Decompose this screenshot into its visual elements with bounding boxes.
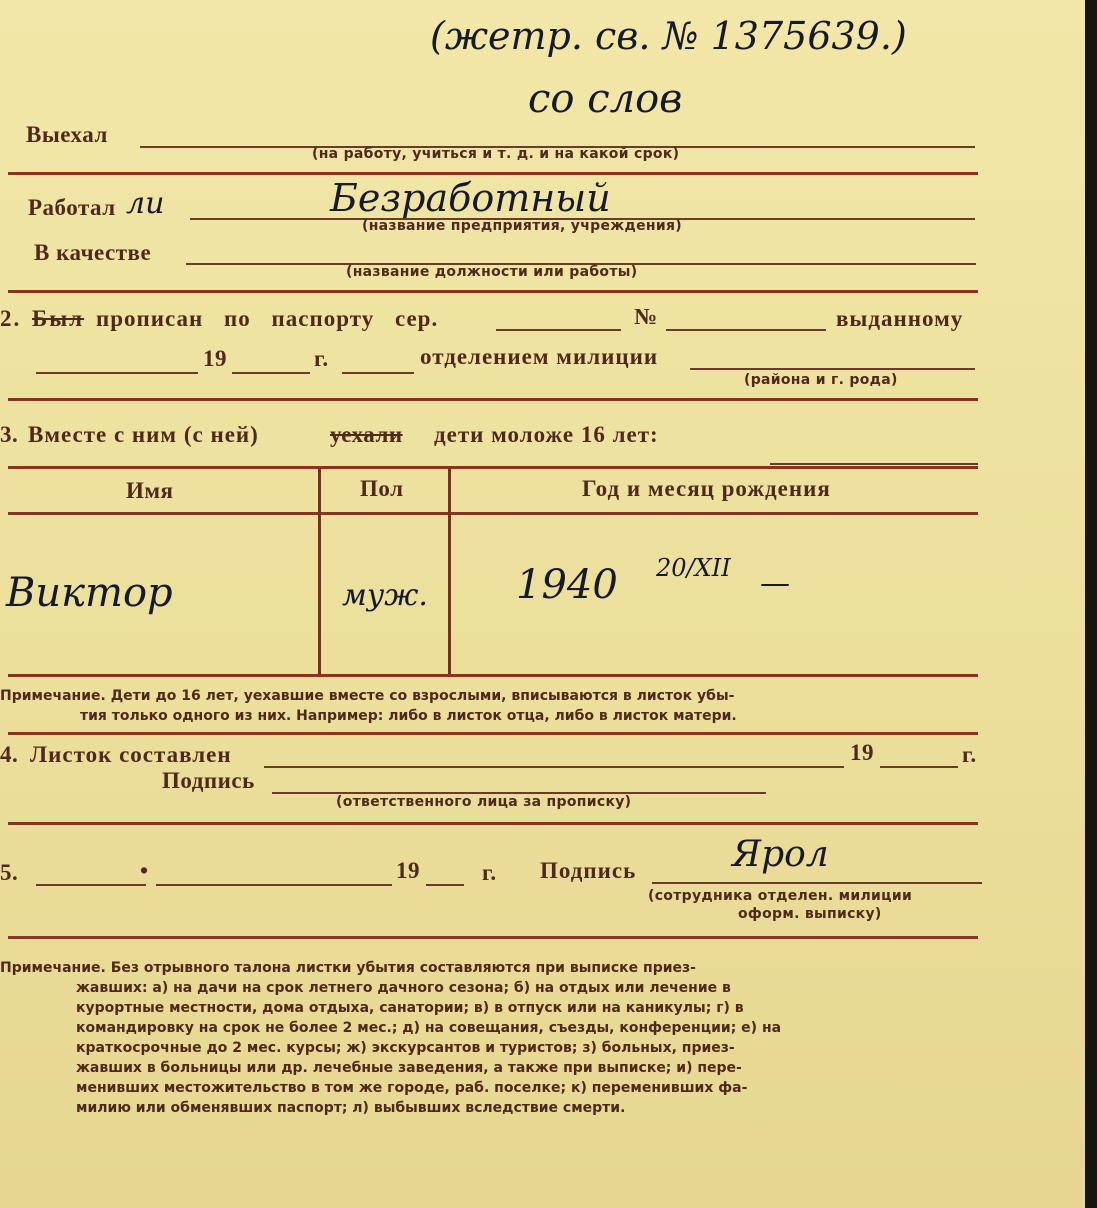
- passport-struck-word: Был: [32, 306, 85, 331]
- role-label: В качестве: [34, 240, 152, 265]
- page-edge-shadow: [1085, 0, 1097, 1208]
- note1-line-2: тия только одного из них. Например: либо в листок отца, либо в листок матери.: [80, 708, 737, 724]
- section-divider: [8, 398, 978, 401]
- handwritten-child-name: Виктор: [6, 570, 173, 616]
- table-top-border: [8, 466, 978, 469]
- compiled-year-line: [880, 766, 958, 768]
- handwritten-source-note: со слов: [528, 76, 683, 122]
- note2-line-4: командировку на срок не более 2 мес.; д) на совещания, съезды, конференции; е) на: [76, 1020, 782, 1036]
- discharge-hint-1: (сотрудника отделен. милиции: [648, 888, 913, 904]
- discharge-sign-line: [652, 882, 982, 884]
- table-header-sex: Пол: [360, 476, 404, 501]
- discharge-g: г.: [482, 860, 497, 885]
- discharge-number: 5.: [0, 860, 19, 885]
- passport-no-sign: №: [634, 304, 658, 329]
- handwritten-worked-suffix: ли: [126, 186, 165, 221]
- discharge-year: 19: [396, 858, 420, 883]
- militia-blank-line: [342, 372, 414, 374]
- section-divider: [8, 732, 978, 735]
- compiled-label: Листок составлен: [30, 742, 232, 767]
- discharge-year-line: [426, 884, 464, 886]
- militia-label: отделением милиции: [420, 344, 659, 369]
- table-column-divider: [448, 468, 451, 674]
- note2-line-7: менивших местожительство в том же городе, раб. поселке; к) переменивших фа-: [76, 1080, 748, 1096]
- discharge-month-line: [156, 884, 392, 886]
- worked-label: Работал: [28, 195, 116, 220]
- handwritten-signature: Ярол: [732, 834, 829, 875]
- year-line: [232, 372, 310, 374]
- note2-line-3: курортные местности, дома отдыха, санатории; в) в отпуск или на каникулы; г) в: [76, 1000, 744, 1016]
- children-number: 3.: [0, 422, 19, 447]
- note2-line-2: жавших: а) на дачи на срок летнего дачного сезона; б) на отдых или лечение в: [76, 980, 731, 996]
- children-intro: Вместе с ним (с ней): [28, 422, 259, 447]
- children-intro-end: дети моложе 16 лет:: [434, 422, 659, 447]
- year-prefix: 19: [203, 346, 227, 371]
- passport-number-line: [666, 329, 826, 331]
- section-divider: [8, 290, 978, 293]
- note2-line-5: краткосрочные до 2 мес. курсы; ж) экскурсантов и туристов; з) больных, приез-: [76, 1040, 735, 1056]
- section-divider: [8, 172, 978, 175]
- table-header-name: Имя: [126, 478, 174, 503]
- handwritten-child-birth-year: 1940: [516, 562, 618, 608]
- compiled-sign-label: Подпись: [162, 768, 255, 793]
- table-column-divider: [318, 468, 321, 674]
- worked-hint: (название предприятия, учреждения): [362, 218, 682, 234]
- table-bottom-border: [8, 674, 978, 677]
- handwritten-stamp-reference: (жетр. св. № 1375639.): [430, 14, 907, 58]
- children-struck-word: уехали: [330, 422, 403, 447]
- role-hint: (название должности или работы): [346, 264, 638, 280]
- discharge-dot: •: [140, 858, 149, 883]
- compiled-g: г.: [962, 742, 977, 767]
- discharge-hint-2: оформ. выписку): [738, 906, 882, 922]
- handwritten-child-birth-day: 20/XII: [656, 554, 731, 582]
- note1-line-1: Примечание. Дети до 16 лет, уехавшие вместе со взрослыми, вписываются в листок убы-: [0, 688, 735, 704]
- section-divider: [8, 936, 978, 939]
- handwritten-child-sex: муж.: [342, 578, 428, 613]
- passport-number: 2.: [0, 306, 22, 331]
- date-line: [36, 372, 198, 374]
- passport-text: прописан по паспорту сер.: [96, 306, 439, 331]
- compiled-date-line: [264, 766, 844, 768]
- militia-line: [690, 368, 975, 370]
- handwritten-dash: —: [760, 566, 790, 601]
- note2-line-8: милию или обменявших паспорт; л) выбывших вследствие смерти.: [76, 1100, 626, 1116]
- note2-line-1: Примечание. Без отрывного талона листки убытия составляются при выписке приез-: [0, 960, 696, 976]
- table-header-border: [8, 512, 978, 515]
- compiled-year: 19: [850, 740, 874, 765]
- passport-series-line: [496, 329, 621, 331]
- left-hint: (на работу, учиться и т. д. и на какой срок): [312, 146, 680, 162]
- handwritten-employer: Безработный: [330, 176, 611, 220]
- militia-hint: (района и г. рода): [744, 372, 898, 388]
- section-divider: [8, 822, 978, 825]
- passport-issued: выданному: [836, 306, 964, 331]
- discharge-sign-label: Подпись: [540, 858, 637, 883]
- children-line: [770, 463, 978, 465]
- year-suffix: г.: [314, 346, 329, 371]
- compiled-sign-hint: (ответственного лица за прописку): [336, 794, 632, 810]
- compiled-number: 4.: [0, 742, 19, 767]
- note2-line-6: жавших в больницы или др. лечебные заведения, а также при выписке; и) пере-: [76, 1060, 742, 1076]
- left-label: Выехал: [26, 122, 108, 147]
- discharge-day-line: [36, 884, 146, 886]
- table-header-birth: Год и месяц рождения: [582, 476, 831, 501]
